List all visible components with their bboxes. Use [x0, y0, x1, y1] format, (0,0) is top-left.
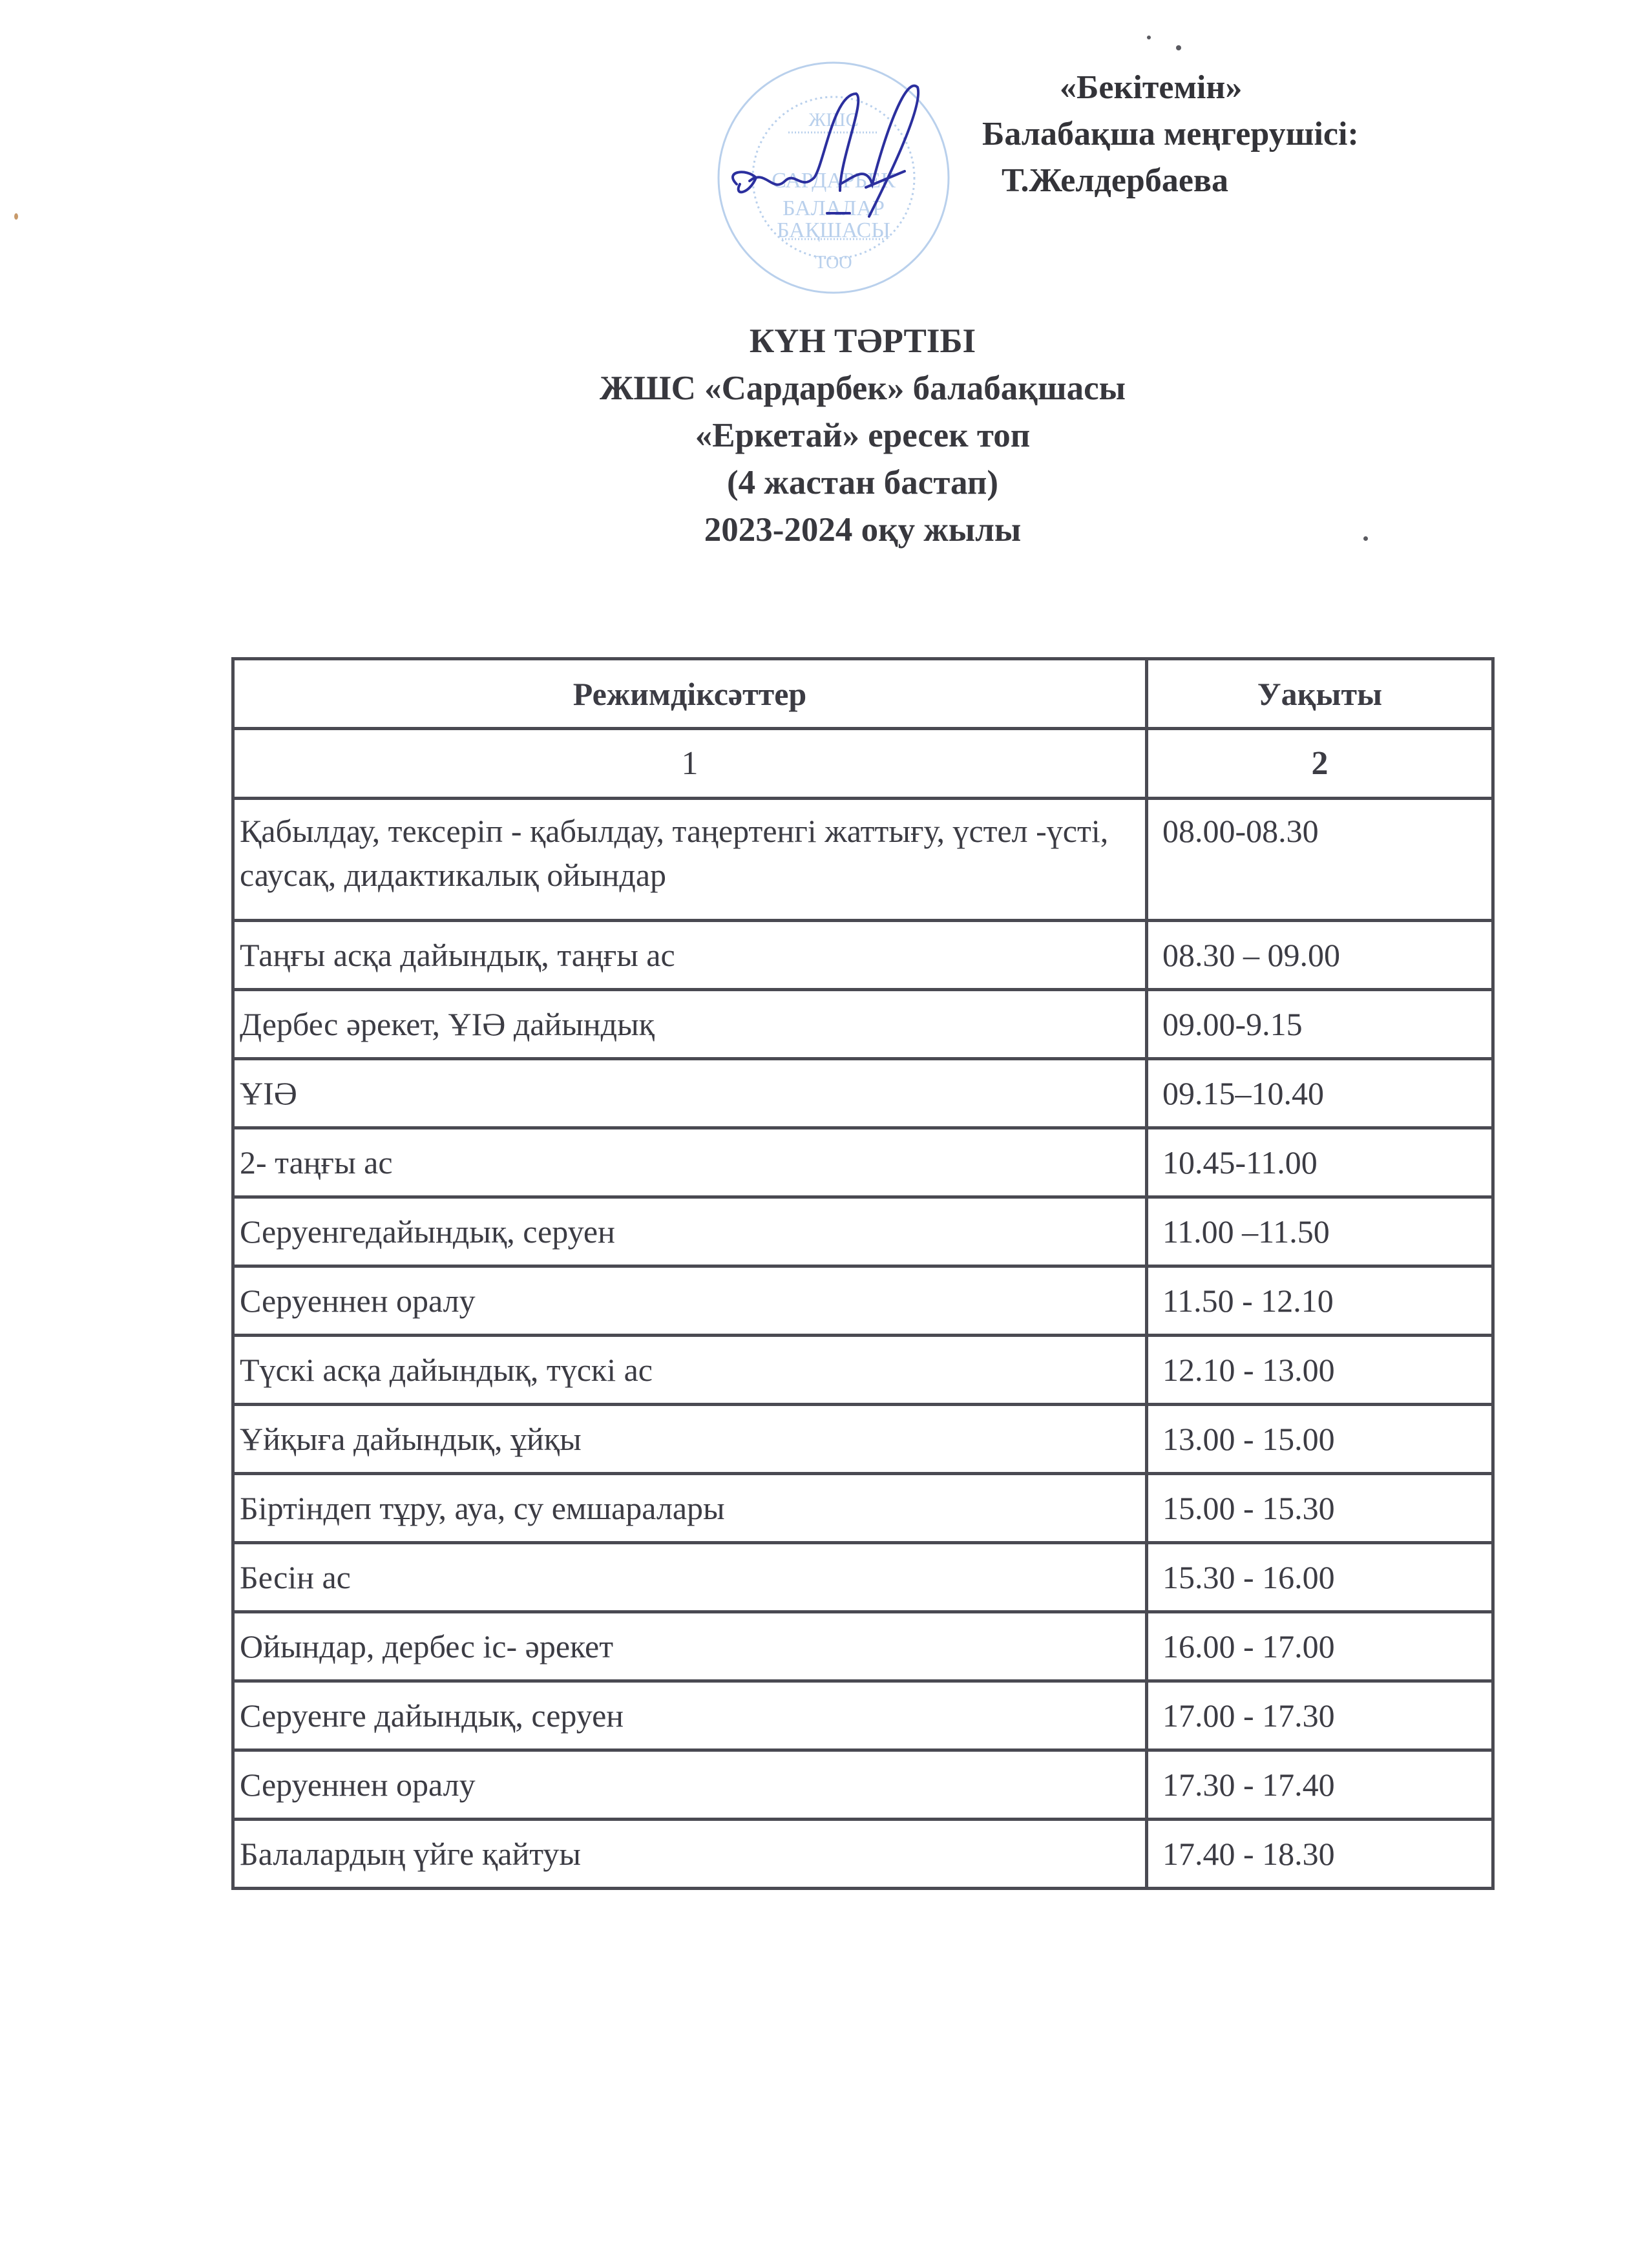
scan-speck	[1147, 36, 1151, 39]
title-organization: ЖШС «Сардарбек» балабақшасы	[600, 370, 1126, 407]
time-cell: 09.15–10.40	[1147, 1059, 1493, 1128]
time-cell: 17.30 - 17.40	[1147, 1750, 1493, 1820]
table-row	[233, 1059, 1493, 1128]
approval-block	[956, 65, 1447, 204]
column-number-row	[233, 729, 1493, 799]
approval-line-name: Т.Желдербаева	[1002, 162, 1228, 199]
table-row	[233, 990, 1493, 1059]
table-header-row	[233, 659, 1493, 729]
activity-cell: Түскі асқа дайындық, түскі ас	[233, 1336, 1147, 1405]
title-age: (4 жастан бастап)	[726, 464, 998, 501]
scan-speck	[1176, 45, 1181, 50]
table-row	[233, 1543, 1493, 1612]
schedule-table	[231, 657, 1495, 1890]
activity-cell: Ұйқыға дайындық, ұйқы	[233, 1405, 1147, 1474]
table-row	[233, 1336, 1493, 1405]
time-cell: 16.00 - 17.00	[1147, 1612, 1493, 1681]
activity-cell: Серуенгедайындық, серуен	[233, 1197, 1147, 1266]
time-cell: 11.00 –11.50	[1147, 1197, 1493, 1266]
activity-cell: Серуенге дайындық, серуен	[233, 1681, 1147, 1750]
activity-cell: Қабылдау, тексеріп - қабылдау, таңертенгі жаттығу, үстел -үсті, саусақ, дидактикалық ойындар	[233, 799, 1147, 921]
svg-text:ТОО: ТОО	[815, 253, 852, 273]
title-academic-year: 2023-2024 оқу жылы	[704, 511, 1022, 549]
table-row	[233, 1405, 1493, 1474]
activity-cell: ҰІӘ	[233, 1059, 1147, 1128]
svg-text:ЖШС: ЖШС	[808, 109, 859, 131]
title-daily-schedule: КҮН ТӘРТІБІ	[749, 322, 976, 360]
approval-line-position: Балабақша меңгерушісі:	[982, 116, 1359, 152]
activity-cell: Серуеннен оралу	[233, 1266, 1147, 1336]
time-cell: 12.10 - 13.00	[1147, 1336, 1493, 1405]
scan-speck	[1363, 536, 1368, 541]
time-cell: 08.30 – 09.00	[1147, 921, 1493, 990]
header-time: Уақыты	[1147, 659, 1493, 729]
time-cell: 11.50 - 12.10	[1147, 1266, 1493, 1336]
activity-cell: Таңғы асқа дайындық, таңғы ас	[233, 921, 1147, 990]
activity-cell: Серуеннен оралу	[233, 1750, 1147, 1820]
table-row	[233, 1474, 1493, 1543]
column-number-2: 2	[1147, 729, 1493, 799]
table-row	[233, 799, 1493, 921]
activity-cell: 2- таңғы ас	[233, 1128, 1147, 1197]
svg-text:БАҚШАСЫ: БАҚШАСЫ	[777, 218, 890, 242]
header-activities: Режимдіксәттер	[233, 659, 1147, 729]
official-stamp-with-signature	[711, 55, 956, 300]
time-cell: 15.30 - 16.00	[1147, 1543, 1493, 1612]
activity-cell: Біртіндеп тұру, ауа, су емшаралары	[233, 1474, 1147, 1543]
column-number-1: 1	[233, 729, 1147, 799]
svg-text:БАЛАЛАР: БАЛАЛАР	[782, 196, 885, 220]
table-row	[233, 1750, 1493, 1820]
time-cell: 13.00 - 15.00	[1147, 1405, 1493, 1474]
activity-cell: Бесін ас	[233, 1543, 1147, 1612]
time-cell: 10.45-11.00	[1147, 1128, 1493, 1197]
title-group: «Еркетай» ересек топ	[695, 417, 1031, 454]
table-row	[233, 921, 1493, 990]
table-row	[233, 1128, 1493, 1197]
activity-cell: Дербес әрекет, ҰІӘ дайындық	[233, 990, 1147, 1059]
time-cell: 15.00 - 15.30	[1147, 1474, 1493, 1543]
table-row	[233, 1820, 1493, 1889]
svg-text:САРДАРБЕК: САРДАРБЕК	[772, 169, 896, 193]
activity-cell: Балалардың үйге қайтуы	[233, 1820, 1147, 1889]
approval-line-approved: «Бекітемін»	[1060, 69, 1243, 106]
time-cell: 17.00 - 17.30	[1147, 1681, 1493, 1750]
table-row	[233, 1681, 1493, 1750]
time-cell: 08.00-08.30	[1147, 799, 1493, 921]
document-title	[414, 318, 1312, 554]
table-row	[233, 1266, 1493, 1336]
scan-speck	[14, 213, 18, 220]
table-row	[233, 1197, 1493, 1266]
time-cell: 09.00-9.15	[1147, 990, 1493, 1059]
activity-cell: Ойындар, дербес іс- әрекет	[233, 1612, 1147, 1681]
time-cell: 17.40 - 18.30	[1147, 1820, 1493, 1889]
table-row	[233, 1612, 1493, 1681]
